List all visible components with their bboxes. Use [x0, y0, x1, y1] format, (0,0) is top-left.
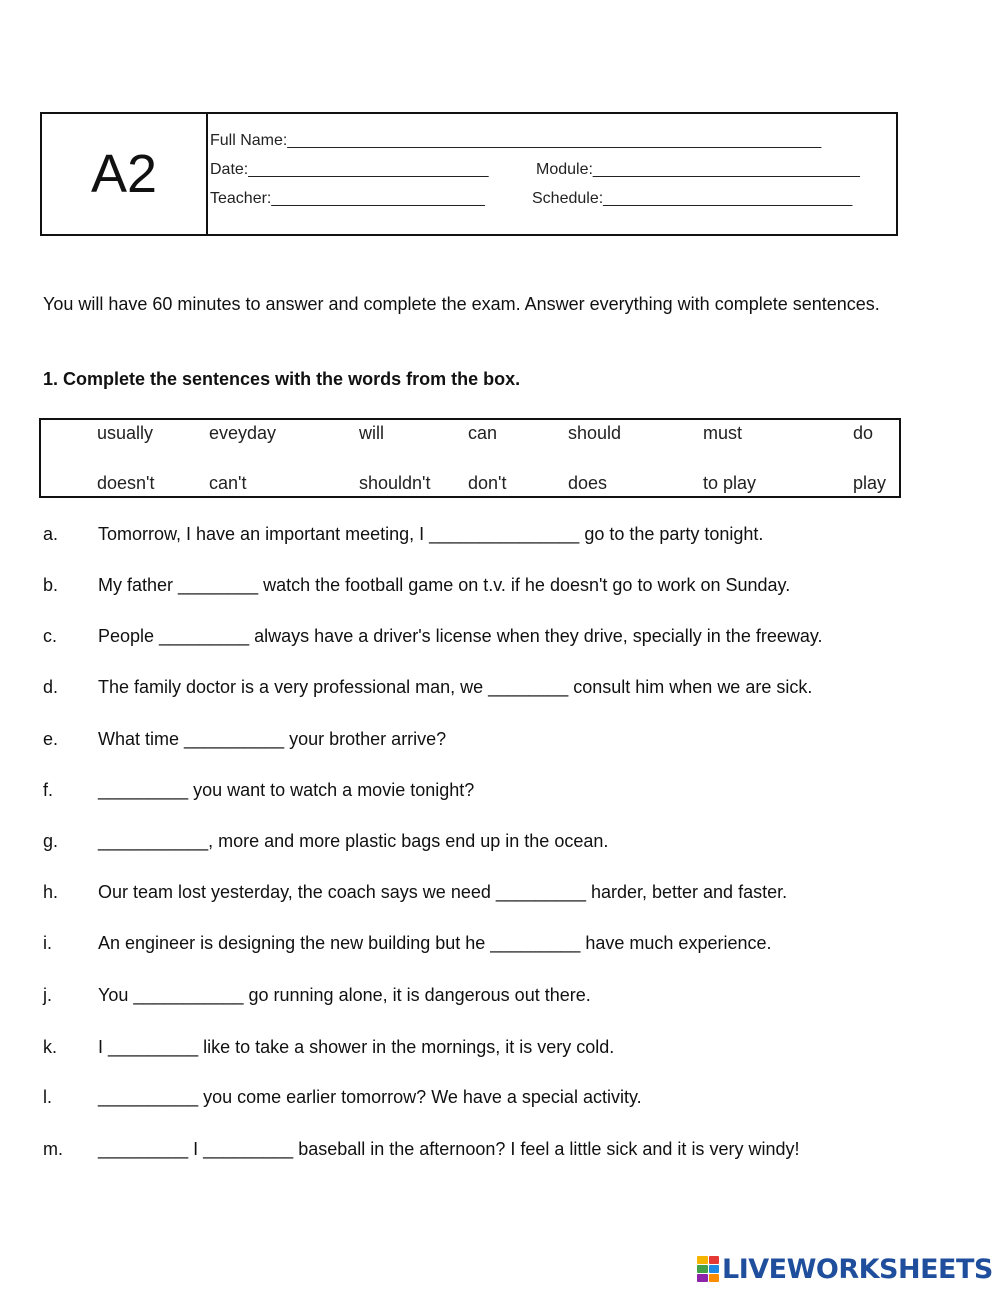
- item-sentence[interactable]: The family doctor is a very professional man, we ________ consult him when we are sick.: [98, 677, 813, 697]
- logo-text: LIVEWORKSHEETS: [722, 1253, 993, 1285]
- module-field[interactable]: Module:______________________________: [536, 161, 860, 178]
- word-bank-word: usually: [97, 423, 154, 443]
- item-sentence[interactable]: I _________ like to take a shower in the mornings, it is very cold.: [98, 1037, 615, 1057]
- schedule-field[interactable]: Schedule:____________________________: [532, 190, 853, 207]
- item-letter: f.: [43, 780, 54, 800]
- item-letter: g.: [43, 831, 59, 851]
- word-bank-word: should: [568, 423, 622, 443]
- item-sentence[interactable]: Our team lost yesterday, the coach says we need _________ harder, better and faster.: [98, 882, 788, 902]
- exercise-item-m: [43, 1139, 943, 1165]
- item-letter: k.: [43, 1037, 58, 1057]
- item-letter: b.: [43, 575, 59, 595]
- exercise-item-a: [43, 524, 943, 550]
- level-label: A2: [42, 114, 208, 234]
- exercise-item-c: [43, 626, 943, 652]
- exercise-item-d: [43, 677, 943, 703]
- word-bank-word: to play: [703, 473, 757, 493]
- item-sentence[interactable]: ___________, more and more plastic bags end up in the ocean.: [98, 831, 609, 851]
- liveworksheets-logo[interactable]: [697, 1252, 993, 1286]
- item-letter: l.: [43, 1087, 52, 1107]
- exercise-item-k: [43, 1037, 943, 1063]
- word-bank-word: must: [703, 423, 743, 443]
- item-letter: c.: [43, 626, 58, 646]
- exercise-item-g: [43, 831, 943, 857]
- word-bank-word: can't: [209, 473, 247, 493]
- item-sentence[interactable]: What time __________ your brother arrive?: [98, 729, 447, 749]
- word-bank-word: don't: [468, 473, 507, 493]
- item-letter: h.: [43, 882, 59, 902]
- teacher-field[interactable]: Teacher:________________________: [210, 190, 485, 207]
- word-bank-box: [39, 418, 901, 498]
- student-info-box: [40, 112, 898, 236]
- item-letter: j.: [43, 985, 52, 1005]
- word-bank-word: shouldn't: [359, 473, 431, 493]
- exercise-item-f: [43, 780, 943, 806]
- date-field[interactable]: Date:___________________________: [210, 161, 489, 178]
- item-sentence[interactable]: Tomorrow, I have an important meeting, I _______________ go to the party tonight.: [98, 524, 764, 544]
- section-1-title: 1. Complete the sentences with the words from the box.: [43, 369, 521, 389]
- word-bank-word: eveyday: [209, 423, 277, 443]
- exercise-item-j: [43, 985, 943, 1011]
- full-name-field[interactable]: Full Name:____________________________________________________________: [210, 132, 822, 149]
- word-bank-word: play: [853, 473, 887, 493]
- exam-instructions: You will have 60 minutes to answer and complete the exam. Answer everything with complete sentences.: [43, 294, 880, 314]
- item-letter: e.: [43, 729, 59, 749]
- item-sentence[interactable]: People _________ always have a driver's license when they drive, specially in the freeway.: [98, 626, 823, 646]
- item-letter: i.: [43, 933, 52, 953]
- item-sentence[interactable]: _________ you want to watch a movie tonight?: [98, 780, 475, 800]
- item-sentence[interactable]: You ___________ go running alone, it is dangerous out there.: [98, 985, 591, 1005]
- word-bank-word: do: [853, 423, 874, 443]
- word-bank-word: can: [468, 423, 498, 443]
- item-sentence[interactable]: My father ________ watch the football game on t.v. if he doesn't go to work on Sunday.: [98, 575, 791, 595]
- exercise-item-l: [43, 1087, 943, 1113]
- item-letter: d.: [43, 677, 59, 697]
- item-sentence[interactable]: An engineer is designing the new building but he _________ have much experience.: [98, 933, 772, 953]
- word-bank-word: does: [568, 473, 608, 493]
- item-letter: m.: [43, 1139, 63, 1159]
- exercise-item-h: [43, 882, 943, 908]
- word-bank-word: will: [359, 423, 384, 443]
- item-sentence[interactable]: _________ I _________ baseball in the afternoon? I feel a little sick and it is very windy!: [98, 1139, 800, 1159]
- liveworksheets-logo-icon: [697, 1256, 719, 1282]
- item-letter: a.: [43, 524, 59, 544]
- exercise-item-e: [43, 729, 943, 755]
- exercise-item-i: [43, 933, 943, 959]
- exercise-item-b: [43, 575, 943, 601]
- item-sentence[interactable]: __________ you come earlier tomorrow? We have a special activity.: [98, 1087, 642, 1107]
- word-bank-word: doesn't: [97, 473, 155, 493]
